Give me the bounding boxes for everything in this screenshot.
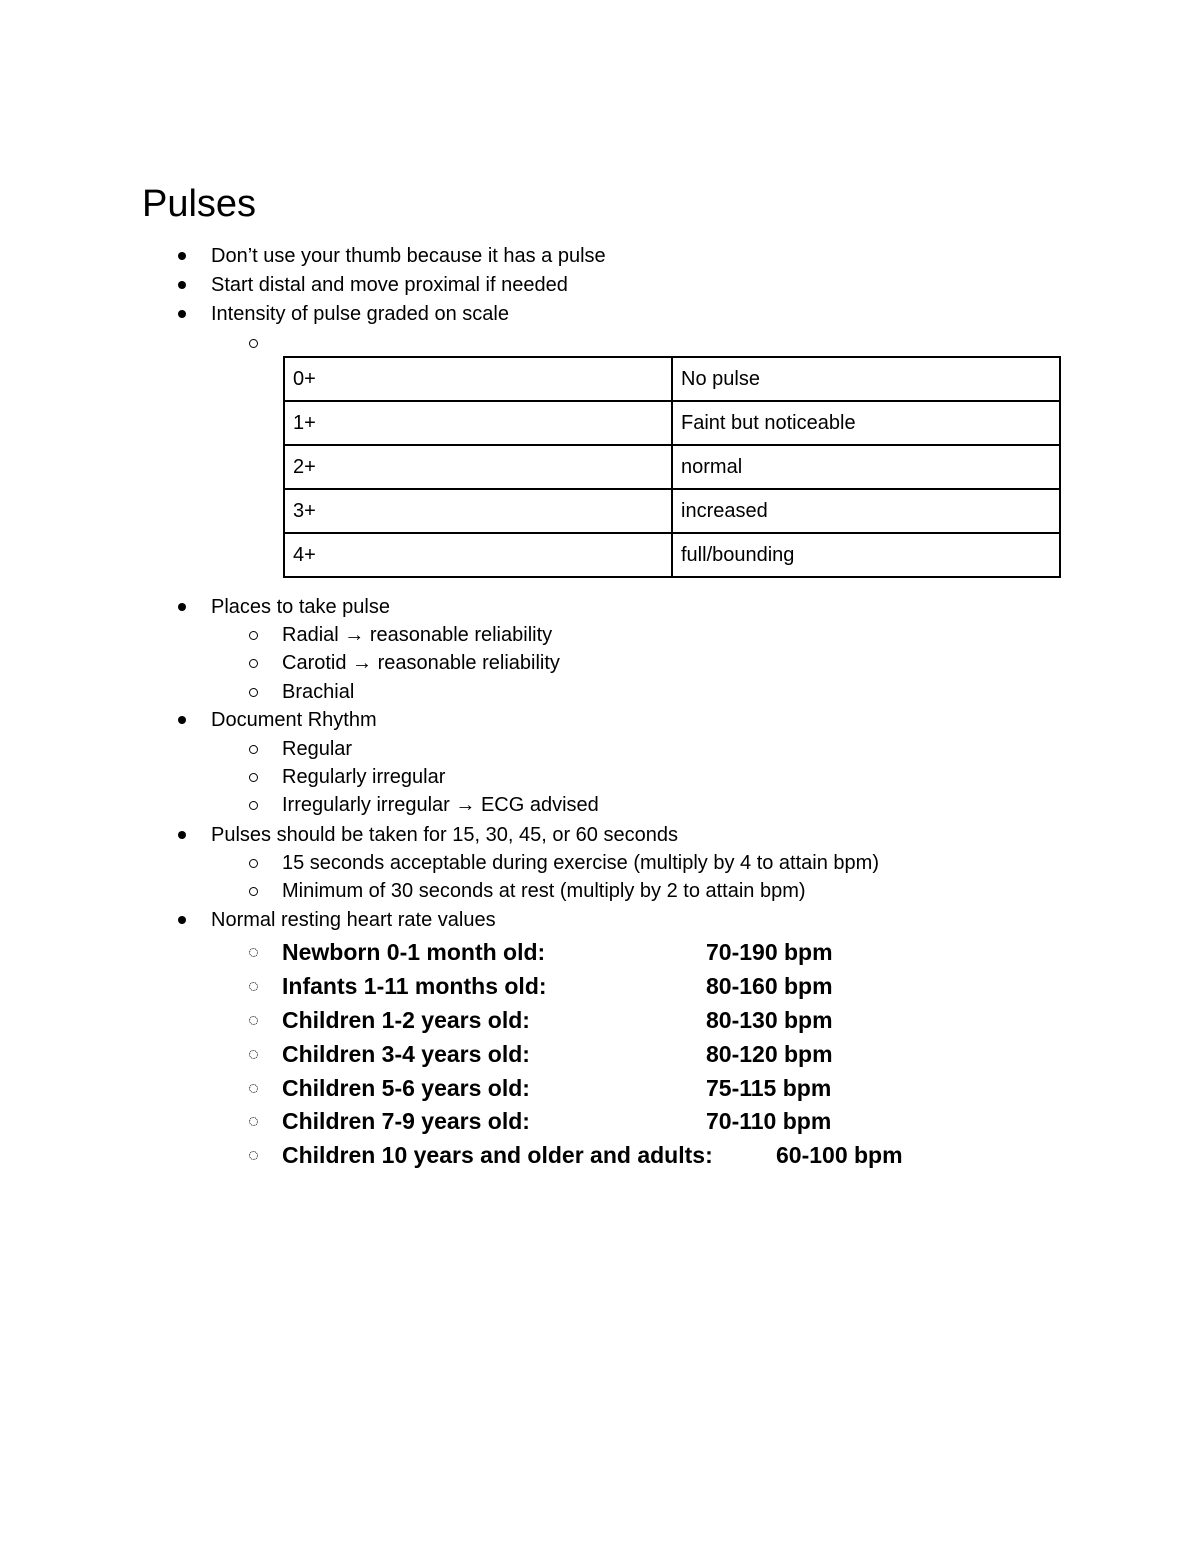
bullet-icon [178,603,186,611]
grade-cell: 2+ [284,445,672,489]
table-row [284,489,1060,533]
circle-bullet-icon [249,801,258,810]
age-group: Children 1-2 years old: [282,1007,530,1033]
circle-bullet-icon [249,948,258,957]
list-item: Places to take pulse [211,593,390,622]
circle-bullet-icon [249,859,258,868]
circle-bullet-icon [249,745,258,754]
age-group: Infants 1-11 months old: [282,973,547,999]
age-group: Newborn 0-1 month old: [282,939,546,965]
circle-bullet-icon [249,688,258,697]
table-row [284,401,1060,445]
age-group: Children 5-6 years old: [282,1075,530,1101]
list-item: Don’t use your thumb because it has a pulse [211,242,606,271]
heart-rate-row [282,1138,903,1172]
list-item: Radial → reasonable reliability [282,621,552,650]
list-item: Regularly irregular [282,763,445,792]
heart-rate-row [282,1003,833,1037]
grade-cell: 4+ [284,533,672,577]
heart-rate-row [282,1104,832,1138]
bpm-range: 70-190 bpm [706,939,833,965]
circle-bullet-icon [249,1151,258,1160]
age-group: Children 10 years and older and adults: [282,1142,713,1168]
grade-cell: 1+ [284,401,672,445]
bullet-icon [178,716,186,724]
table-row [284,357,1060,401]
bullet-icon [178,916,186,924]
list-item: Normal resting heart rate values [211,906,496,935]
list-item: Regular [282,735,352,764]
list-item: 15 seconds acceptable during exercise (multiply by 4 to attain bpm) [282,849,879,878]
bullet-icon [178,281,186,289]
heart-rate-row [282,935,833,969]
list-item: Brachial [282,678,354,707]
page-title: Pulses [142,183,257,225]
description-cell: Faint but noticeable [672,401,1060,445]
bpm-range: 80-120 bpm [706,1041,833,1067]
table-row [284,533,1060,577]
circle-bullet-icon [249,982,258,991]
grade-cell: 3+ [284,489,672,533]
bpm-range: 60-100 bpm [776,1142,903,1168]
bpm-range: 80-160 bpm [706,973,833,999]
list-item: Minimum of 30 seconds at rest (multiply by 2 to attain bpm) [282,877,806,906]
list-item: Carotid → reasonable reliability [282,649,560,678]
bullet-icon [178,831,186,839]
description-cell: full/bounding [672,533,1060,577]
circle-bullet-icon [249,1117,258,1126]
bpm-range: 80-130 bpm [706,1007,833,1033]
list-item: Start distal and move proximal if needed [211,271,568,300]
circle-bullet-icon [249,887,258,896]
circle-bullet-icon [249,1016,258,1025]
heart-rate-row [282,969,833,1003]
circle-bullet-icon [249,1084,258,1093]
grade-cell: 0+ [284,357,672,401]
age-group: Children 7-9 years old: [282,1108,530,1134]
list-item: Pulses should be taken for 15, 30, 45, or 60 seconds [211,821,678,850]
heart-rate-row [282,1037,833,1071]
circle-bullet-icon [249,773,258,782]
table-row [284,445,1060,489]
circle-bullet-icon [249,1050,258,1059]
list-item: Intensity of pulse graded on scale [211,300,509,329]
pulse-grade-table [283,356,1061,578]
bpm-range: 70-110 bpm [706,1108,832,1134]
circle-bullet-icon [249,631,258,640]
age-group: Children 3-4 years old: [282,1041,530,1067]
circle-bullet-icon [249,659,258,668]
bpm-range: 75-115 bpm [706,1075,832,1101]
description-cell: increased [672,489,1060,533]
heart-rate-row [282,1071,832,1105]
circle-bullet-icon [249,339,258,348]
description-cell: No pulse [672,357,1060,401]
bullet-icon [178,252,186,260]
list-item: Document Rhythm [211,706,377,735]
description-cell: normal [672,445,1060,489]
bullet-icon [178,310,186,318]
list-item: Irregularly irregular → ECG advised [282,791,599,820]
